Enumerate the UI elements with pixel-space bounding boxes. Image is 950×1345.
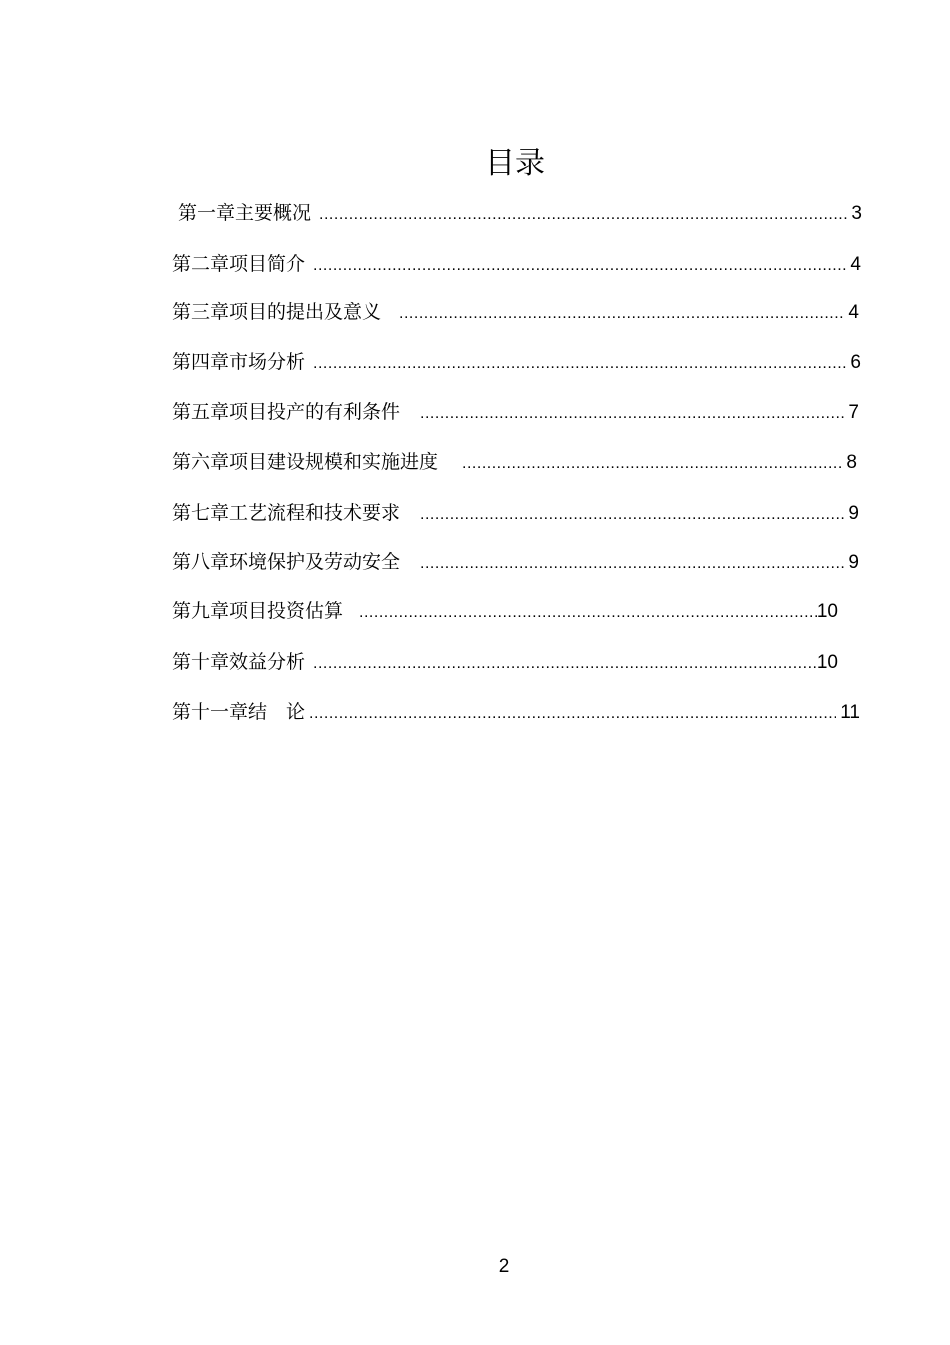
- toc-entry[interactable]: [172, 250, 861, 278]
- toc-chapter-title: 主要概况: [235, 202, 312, 224]
- toc-leader-dots: [309, 700, 836, 728]
- toc-leader-dots: [420, 501, 844, 529]
- toc-chapter-title: 环境保护及劳动安全: [229, 551, 401, 573]
- toc-chapter-title: 项目简介: [229, 253, 306, 275]
- toc-chapter-number: 第五章: [172, 401, 230, 423]
- toc-leader-dots: [420, 550, 844, 578]
- toc-chapter-number: 第十一章: [172, 701, 249, 723]
- toc-heading: 目录: [485, 146, 545, 181]
- toc-page-number: 7: [848, 402, 859, 423]
- toc-page-number: 3: [851, 203, 862, 224]
- toc-page-number: 10: [816, 601, 838, 622]
- toc-entry[interactable]: [172, 298, 859, 326]
- toc-chapter-number: 第三章: [172, 301, 230, 323]
- toc-entry[interactable]: [172, 499, 859, 527]
- toc-page-number: 10: [816, 652, 838, 673]
- toc-leader-dots: [313, 350, 846, 378]
- toc-leader-dots: [462, 450, 842, 478]
- toc-leader-dots: [359, 599, 817, 627]
- toc-page-number: 8: [846, 452, 857, 473]
- toc-leader-dots: [313, 252, 846, 280]
- toc-chapter-number: 第八章: [172, 551, 230, 573]
- toc-chapter-title: 市场分析: [229, 351, 306, 373]
- toc-leader-dots: [399, 300, 844, 328]
- toc-entry[interactable]: [172, 698, 860, 726]
- toc-chapter-title: 结 论: [248, 701, 306, 723]
- toc-chapter-title: 效益分析: [229, 651, 306, 673]
- toc-page-number: 9: [848, 503, 859, 524]
- toc-page-number: 9: [848, 552, 859, 573]
- toc-chapter-number: 第四章: [172, 351, 230, 373]
- toc-entry[interactable]: [172, 597, 838, 625]
- toc-entry[interactable]: [172, 648, 838, 676]
- toc-entry[interactable]: [172, 548, 859, 576]
- toc-chapter-number: 第七章: [172, 502, 230, 524]
- toc-leader-dots: [420, 400, 844, 428]
- toc-leader-dots: [319, 201, 847, 229]
- toc-chapter-title: 项目投产的有利条件: [229, 401, 401, 423]
- page-number: 2: [498, 1256, 510, 1277]
- toc-page-number: 11: [840, 702, 860, 723]
- toc-chapter-number: 第六章: [172, 451, 230, 473]
- toc-page-number: 4: [850, 254, 861, 275]
- toc-chapter-title: 项目的提出及意义: [229, 301, 382, 323]
- toc-chapter-title: 项目投资估算: [229, 600, 344, 622]
- toc-chapter-number: 第九章: [172, 600, 230, 622]
- toc-chapter-number: 第一章: [178, 202, 236, 224]
- toc-leader-dots: [313, 650, 817, 678]
- toc-chapter-title: 工艺流程和技术要求: [229, 502, 401, 524]
- toc-chapter-number: 第二章: [172, 253, 230, 275]
- toc-entry[interactable]: [172, 448, 857, 476]
- toc-page-number: 4: [848, 302, 859, 323]
- toc-chapter-number: 第十章: [172, 651, 230, 673]
- toc-entry[interactable]: [172, 398, 859, 426]
- toc-entry[interactable]: [172, 348, 861, 376]
- toc-page-number: 6: [850, 352, 861, 373]
- toc-chapter-title: 项目建设规模和实施进度: [229, 451, 439, 473]
- toc-entry[interactable]: [178, 199, 862, 227]
